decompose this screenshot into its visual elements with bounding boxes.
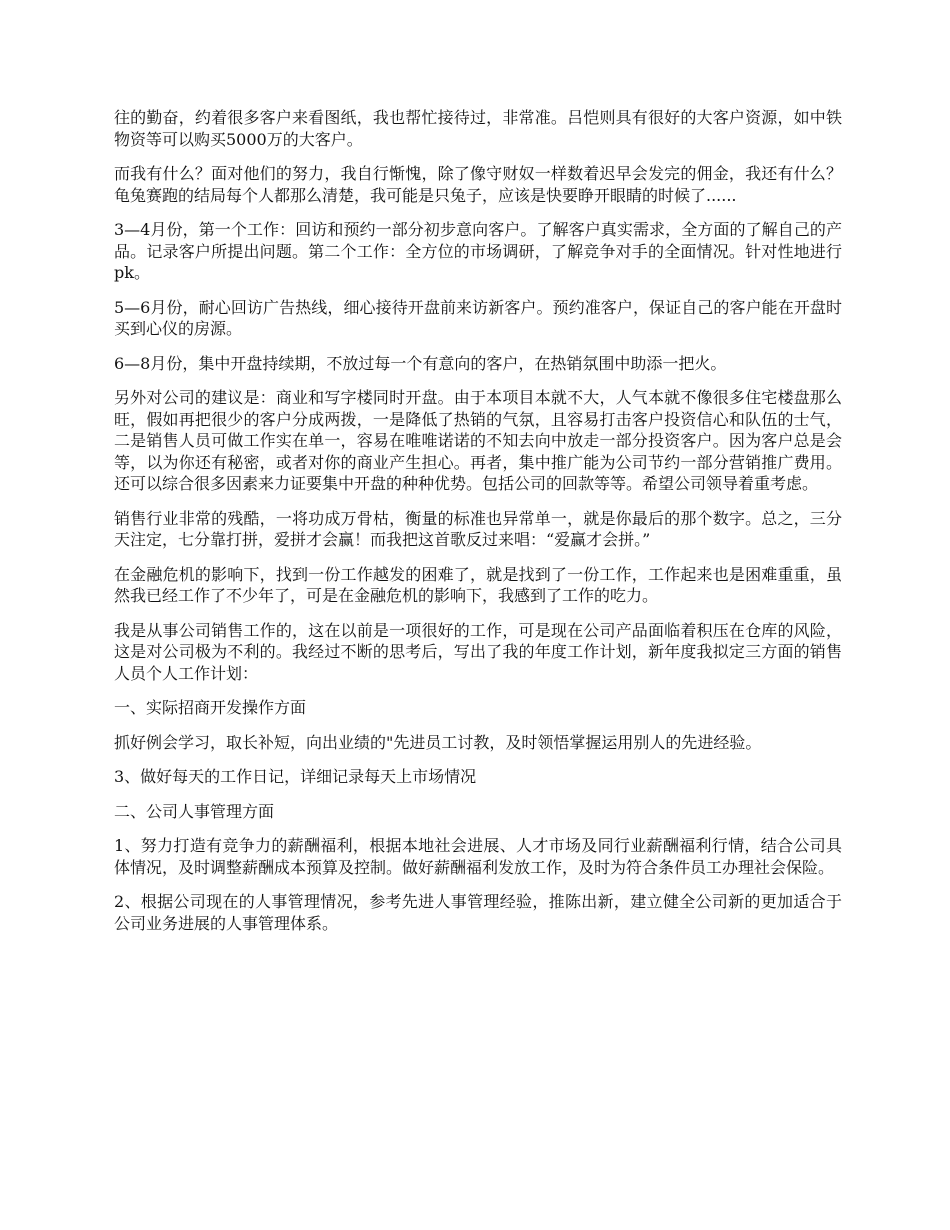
paragraph: 5—6月份，耐心回访广告热线，细心接待开盘前来访新客户。预约准客户，保证自己的客户能在开盘时买到心仪的房源。 [114, 297, 842, 338]
document-page [114, 107, 842, 947]
paragraph: 1、努力打造有竞争力的薪酬福利，根据本地社会进展、人才市场及同行业薪酬福利行情，结合公司具体情况，及时调整薪酬成本预算及控制。做好薪酬福利发放工作，及时为符合条件员工办理社会保险。 [114, 836, 842, 877]
paragraph: 6—8月份，集中开盘持续期，不放过每一个有意向的客户，在热销氛围中助添一把火。 [114, 353, 727, 373]
paragraph: 往的勤奋，约着很多客户来看图纸，我也帮忙接待过，非常准。吕恺则具有很好的大客户资源，如中铁物资等可以购买5000万的大客户。 [114, 108, 842, 149]
paragraph: 在金融危机的影响下，找到一份工作越发的困难了，就是找到了一份工作，工作起来也是困难重重，虽然我已经工作了不少年了，可是在金融危机的影响下，我感到了工作的吃力。 [114, 564, 842, 605]
paragraph: 而我有什么？面对他们的努力，我自行惭愧，除了像守财奴一样数着迟早会发完的佣金，我还有什么？龟兔赛跑的结局每个人都那么清楚，我可能是只兔子，应该是快要睁开眼睛的时候了...... [114, 164, 842, 205]
paragraph: 销售行业非常的残酷，一将功成万骨枯，衡量的标准也异常单一，就是你最后的那个数字。总之，三分天注定，七分靠打拼，爱拼才会赢！而我把这首歌反过来唱：“爱赢才会拼。” [114, 508, 842, 549]
paragraph: 我是从事公司销售工作的，这在以前是一项很好的工作，可是现在公司产品面临着积压在仓库的风险，这是对公司极为不利的。我经过不断的思考后，写出了我的年度工作计划，新年度我拟定三方面的销售人员个人工作计划： [114, 620, 842, 683]
paragraph: 3—4月份，第一个工作：回访和预约一部分初步意向客户。了解客户真实需求，全方面的了解自己的产品。记录客户所提出问题。第二个工作：全方位的市场调研，了解竞争对手的全面情况。针对性地进行pk。 [114, 220, 842, 282]
section-heading: 二、公司人事管理方面 [114, 801, 275, 821]
paragraph: 3、做好每天的工作日记，详细记录每天上市场情况 [114, 767, 477, 786]
paragraph: 抓好例会学习，取长补短，向出业绩的"先进员工讨教，及时领悟掌握运用别人的先进经验。 [114, 732, 762, 752]
paragraph: 2、根据公司现在的人事管理情况，参考先进人事管理经验，推陈出新，建立健全公司新的更加适合于公司业务进展的人事管理体系。 [114, 892, 842, 933]
paragraph: 另外对公司的建议是：商业和写字楼同时开盘。由于本项目本就不大，人气本就不像很多住宅楼盘那么旺，假如再把很少的客户分成两拨，一是降低了热销的气氛，且容易打击客户投资信心和队伍的士气，二是销售人员可做工作实在单一，容易在唯唯诺诺的不知去向中放走一部分投资客户。因为客户总是会等，以为你还有秘密，或者对你的商业产生担心。再者，集中推广能为公司节约一部分营销推广费用。还可以综合很多因素来力证要集中开盘的种种优势。包括公司的回款等等。希望公司领导着重考虑。 [114, 388, 842, 493]
section-heading: 一、实际招商开发操作方面 [114, 698, 307, 717]
